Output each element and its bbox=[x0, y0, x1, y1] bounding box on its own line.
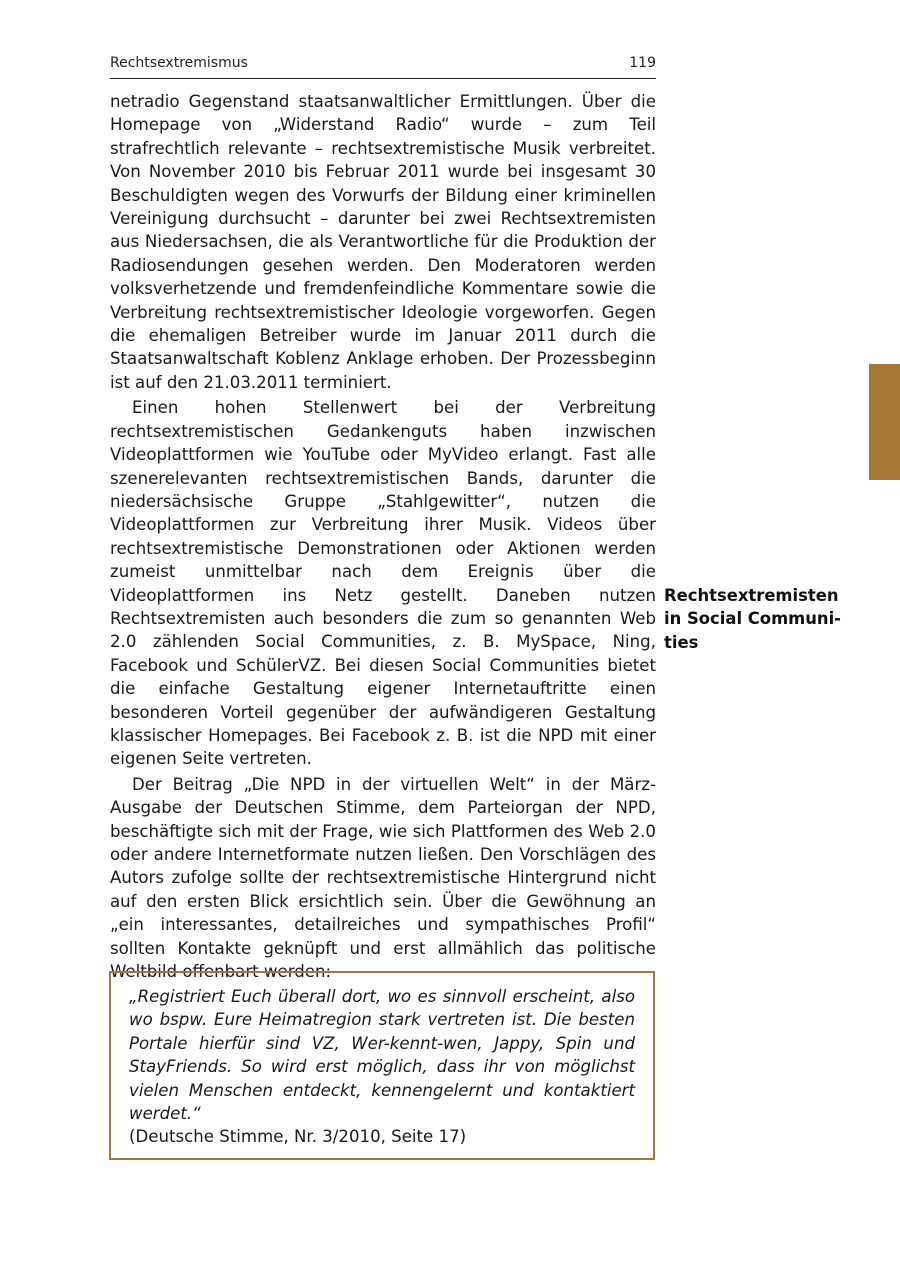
margin-note-line-3: ties bbox=[664, 632, 699, 652]
chapter-thumb-tab bbox=[869, 364, 900, 480]
margin-note-line-2: in Social Communi- bbox=[664, 609, 841, 629]
page-number: 119 bbox=[629, 55, 656, 71]
body-text bbox=[110, 90, 656, 983]
quote-source: (Deutsche Stimme, Nr. 3/2010, Seite 17) bbox=[129, 1127, 467, 1147]
paragraph-2: Einen hohen Stellenwert bei der Verbreitung rechtsextremistischen Gedankenguts haben inzwischen Videoplattformen wie YouTube oder MyVideo erlangt. Fast alle szenerelevanten rechtsextremistischen Bands, darunter die niedersächsische Gruppe „Stahlgewitter“, nutzen die Videoplattformen zur Verbreitung ihrer Musik. Videos über rechtsextremistische Demonstrationen oder Aktionen werden zumeist unmittelbar nach dem Ereignis über die Videoplattformen ins Netz gestellt. Daneben nutzen Rechtsextremisten auch besonders die zum so genannten Web 2.0 zählenden Social Communities, z. B. MySpace, Ning, Facebook und SchülerVZ. Bei diesen Social Communities bietet die einfache Gestaltung eigener Internetauftritte einen besonderen Vorteil gegenüber der aufwändigeren Gestaltung klassischer Homepages. Bei Facebook z. B. ist die NPD mit einer eigenen Seite vertreten. bbox=[110, 398, 656, 769]
running-head: Rechtsextremismus bbox=[110, 55, 248, 71]
quote-box bbox=[109, 971, 655, 1160]
paragraph-1: netradio Gegenstand staatsanwaltlicher Ermittlungen. Über die Homepage von „Widerstand Radio“ wurde – zum Teil strafrechtlich relevante – rechtsextremistische Musik verbreitet. Von November 2010 bis Februar 2011 wurde bei insgesamt 30 Beschuldigten wegen des Vorwurfs der Bildung einer kriminellen Vereinigung durchsucht – darunter bei zwei Rechtsextremisten aus Niedersachsen, die als Verantwortliche für die Produktion der Radiosendungen gesehen werden. Den Moderatoren werden volksverhetzende und fremdenfeindliche Kommentare sowie die Verbreitung rechtsextremistischer Ideologie vorgeworfen. Gegen die ehemaligen Betreiber wurde im Januar 2011 durch die Staatsanwaltschaft Koblenz Anklage erhoben. Der Prozessbeginn ist auf den 21.03.2011 terminiert. bbox=[110, 92, 656, 392]
page-header bbox=[110, 54, 656, 79]
margin-note bbox=[664, 584, 900, 654]
paragraph-3: Der Beitrag „Die NPD in der virtuellen Welt“ in der März-Ausgabe der Deutschen Stimme, dem Parteiorgan der NPD, beschäftigte sich mit der Frage, wie sich Plattformen des Web 2.0 oder andere Internetformate nutzen ließen. Den Vorschlägen des Autors zufolge sollte der rechtsextremistische Hintergrund nicht auf den ersten Blick ersichtlich sein. Über die Gewöhnung an „ein interessantes, detailreiches und sympathisches Profil“ sollten Kontakte geknüpft und erst allmählich das politische Weltbild offenbart werden: bbox=[110, 774, 656, 982]
quote-text: „Registriert Euch überall dort, wo es sinnvoll erscheint, also wo bspw. Eure Heimatregion stark vertreten ist. Die besten Portale hierfür sind VZ, Wer-kennt-wen, Jappy, Spin und StayFriends. So wird erst möglich, dass ihr von möglichst vielen Menschen entdeckt, kennengelernt und kontaktiert werdet.“ bbox=[129, 987, 635, 1124]
margin-note-line-1: Rechtsextremisten bbox=[664, 586, 839, 605]
